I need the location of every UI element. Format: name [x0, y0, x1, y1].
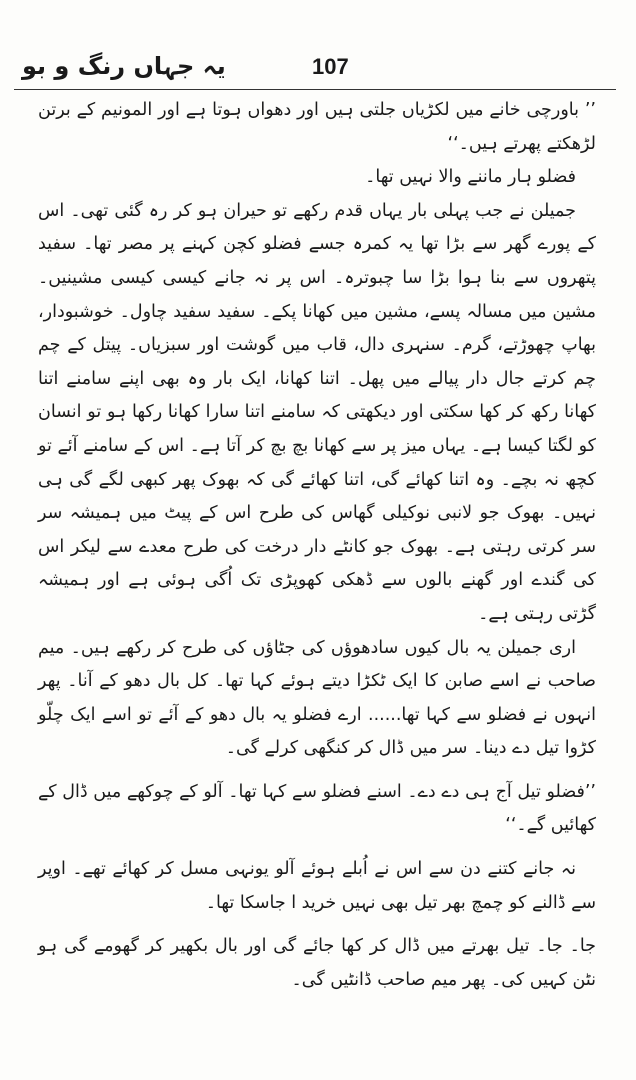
paragraph: ’’ باورچی خانے میں لکڑیاں جلتی ہیں اور دھواں ہوتا ہے اور المونیم کے برتن لڑھکتے پھرتے ہیں۔‘‘ [38, 100, 596, 154]
paragraph: اری جمیلن یہ بال کیوں سادھوؤں کی جٹاؤں کی طرح کر رکھے ہیں۔ میم صاحب نے اسے صابن کا ایک ٹکڑا دیتے ہوئے کہا تھا۔ کل بال دھو کے آنا۔ پھر انہوں نے فضلو سے کہا تھا...... ارے فضلو یہ بال دھو کے آئے تو اسے ایک چلّو کڑوا تیل دے دینا۔ سر میں ڈال کر کنگھی کرلے گی۔ [38, 637, 596, 759]
header-divider [14, 89, 616, 90]
paragraph: نہ جانے کتنے دن سے اس نے اُبلے ہوئے آلو یونہی مسل کر کھائے تھے۔ اوپر سے ڈالنے کو چمچ بھر تیل بھی نہیں خرید ا جاسکا تھا۔ [38, 859, 596, 913]
paragraph: ’’فضلو تیل آج ہی دے دے۔ اسنے فضلو سے کہا تھا۔ آلو کے چوکھے میں ڈال کے کھائیں گے۔‘‘ [38, 781, 596, 836]
paragraph: فضلو ہار ماننے والا نہیں تھا۔ [365, 167, 576, 188]
book-title: یہ جہاں رنگ و بو [22, 52, 226, 80]
page-header [22, 52, 610, 90]
paragraph: جمیلن نے جب پہلی بار یہاں قدم رکھے تو حیران ہو کر رہ گئی تھی۔ اس کے پورے گھر سے بڑا تھا یہ کمرہ جسے فضلو کچن کہنے پر مصر تھا۔ سفید پتھروں سے بنا ہوا بڑا سا چبوترہ۔ اس پر نہ جانے کیسی کیسی مشینیں۔ مشین میں مسالہ پسے، مشین میں کھانا پکے۔ سفید سفید چاول۔ خوشبودار، بھاپ چھوڑتے، گرم۔ سنہری دال، قاب میں گوشت اور سبزیاں۔ پیتل کے چم چم کرتے جال دار پیالے میں پھل۔ اتنا کھانا، ایک بار وہ بھی اپنے سامنے اتنا کھانا رکھ کر کھا سکتی اور دیکھتی کہ سامنے اتنا سارا کھانا رکھا ہو تو انسان کو لگتا کیسا ہے۔ یہاں میز پر سے کھانا بچ بچ کر آتا ہے۔ اس کے سامنے آئے تو کچھ نہ بچے۔ وہ اتنا کھائے گی، اتنا کھائے گی کہ بھوک پھر کبھی لگے گی ہی نہیں۔ بھوک جو لانبی نوکیلی گھاس کی طرح اس کے پیٹ میں ہمیشہ سر سر کرتی رہتی ہے۔ بھوک جو کانٹے دار درخت کی طرح معدے سے لیکر اس کی گندے اور گھنے بالوں سے ڈھکی کھوپڑی تک اُگی ہوئی ہے اور ہمیشہ گڑتی رہتی ہے۔ [38, 200, 596, 624]
paragraph: جا۔ جا۔ تیل بھرتے میں ڈال کر کھا جائے گی اور بال بکھیر کر گھومے گی ہو نٹن کہیں کی۔ پھر میم صاحب ڈانٹیں گی۔ [38, 936, 596, 990]
page-number: 107 [312, 54, 349, 79]
body-text [38, 94, 596, 997]
